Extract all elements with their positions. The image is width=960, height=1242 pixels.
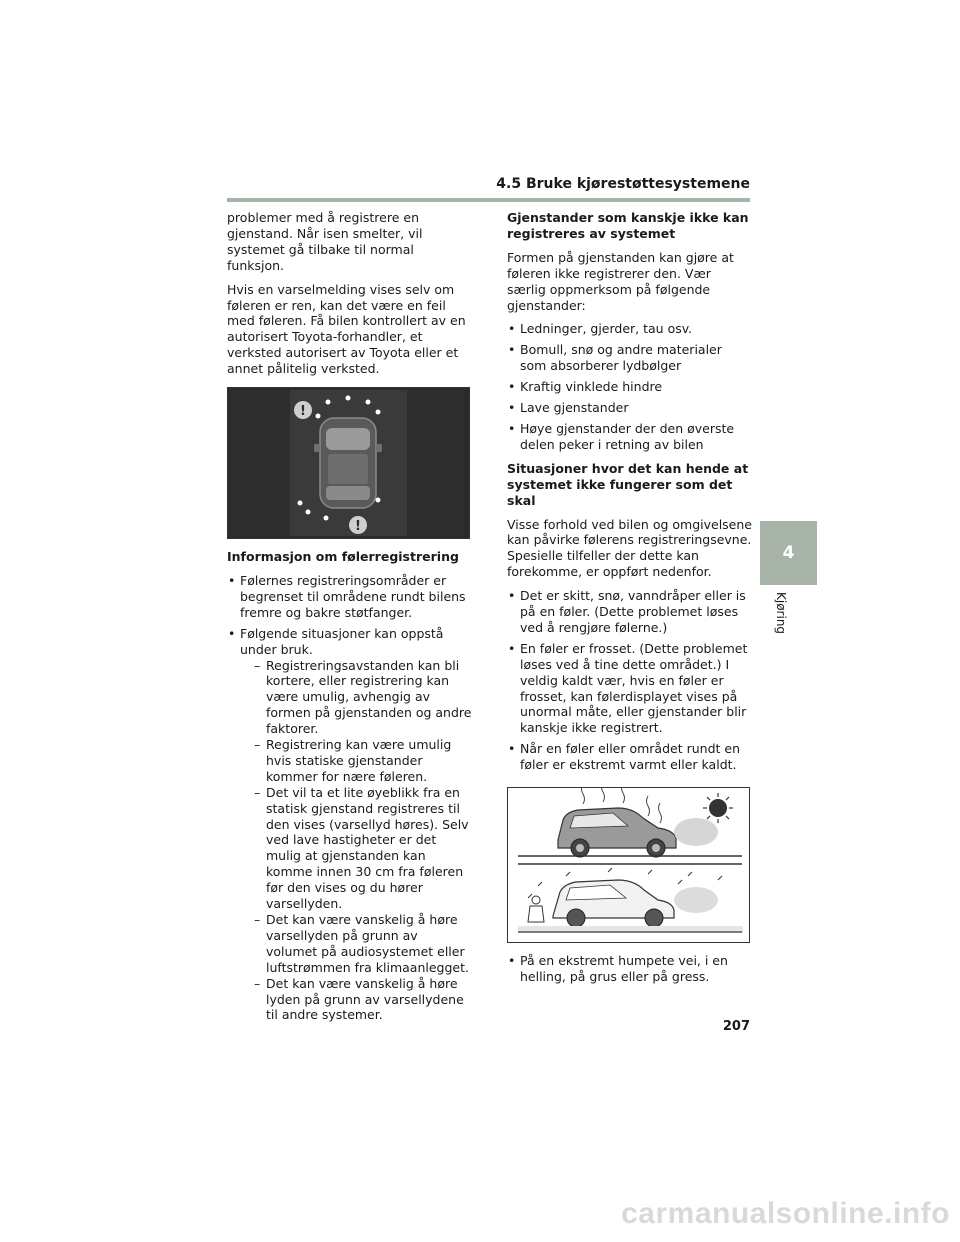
right-column: [507, 210, 752, 993]
sensor-display-figure: [227, 387, 470, 539]
section-header: 4.5 Bruke kjørestøttesystemene: [496, 176, 750, 192]
object-item-1: • Ledninger, gjerder, tau osv.: [507, 321, 752, 337]
header-rule: [227, 198, 750, 202]
situations-dash-list: [240, 658, 472, 1024]
chapter-tab[interactable]: [760, 521, 817, 585]
dash-item-5: – Det kan være vanskelig å høre lyden på grunn av varsellydene til andre systemer.: [254, 976, 472, 1024]
sensor-display-illustration: [228, 388, 469, 538]
dash-item-4: – Det kan være vanskelig å høre varsellyden på grunn av volumet på audiosystemet eller luftstrømmen fra klimaanlegget.: [254, 912, 472, 976]
situations-list: [507, 588, 752, 773]
situations-list-continued: [507, 953, 752, 985]
warning-paragraph: Hvis en varselmelding vises selv om føleren er ren, kan det være en feil med føleren. Få bilen kontrollert av en autorisert Toyota-forhandler, et verksted autorisert av Toyota eller et annet pålitelig verksted.: [227, 281, 466, 377]
situation-item-4: • På en ekstremt humpete vei, i en helling, på grus eller på gress.: [507, 953, 752, 985]
object-item-4: • Lave gjenstander: [507, 400, 752, 416]
warning-glyph-rear: !: [355, 519, 361, 535]
info-bullet-2: [227, 626, 472, 1024]
car-top-view-icon: [314, 418, 382, 508]
object-item-5: • Høye gjenstander der den øverste delen peker i retning av bilen: [507, 421, 752, 453]
chapter-number: 4: [782, 543, 795, 563]
dash-item-2: – Registrering kan være umulig hvis statiske gjenstander kommer for nære føleren.: [254, 737, 472, 785]
dash-item-3: – Det vil ta et lite øyeblikk fra en statisk gjenstand registreres til den vises (varsellyd høres). Selv ved lave hastigheter er det mulig at gjenstanden kan komme innen 30 cm fra føleren før den vises og du hører varsellyden.: [254, 785, 472, 912]
situations-intro-paragraph: Visse forhold ved bilen og omgivelsene kan påvirke følerens registreringsevne. Spesielle tilfeller der dette kan forekomme, er oppført nedenfor.: [507, 516, 752, 580]
situation-item-2: • En føler er frosset. (Dette problemet løses ved å tine dette området.) I veldig kaldt vær, hvis en føler er frosset, kan følerdisplayet vises på unormal måte, eller gjenstander blir kanskje ikke registrert.: [507, 641, 752, 736]
chapter-label: Kjøring: [774, 592, 788, 635]
left-column: [227, 210, 472, 1031]
intro-continued-paragraph: problemer med å registrere en gjenstand. Når isen smelter, vil systemet gå tilbake til normal funksjon.: [227, 210, 423, 273]
weather-conditions-illustration: [508, 788, 749, 942]
info-heading: Informasjon om følerregistrering: [227, 549, 459, 565]
warning-glyph-front: !: [300, 404, 306, 420]
objects-intro-paragraph: Formen på gjenstanden kan gjøre at føleren ikke registrerer den. Vær særlig oppmerksom på følgende gjenstander:: [507, 249, 734, 313]
sensor-beam-bottom: [674, 887, 718, 913]
situation-item-1: • Det er skitt, snø, vanndråper eller is på en føler. (Dette problemet løses ved å rengjøre følerne.): [507, 588, 752, 636]
situation-item-3: • Når en føler eller området rundt en føler er ekstremt varmt eller kaldt.: [507, 741, 752, 773]
situations-heading: Situasjoner hvor det kan hende at systemet ikke fungerer som det skal: [507, 460, 749, 508]
objects-heading: Gjenstander som kanskje ikke kan registreres av systemet: [507, 210, 749, 241]
dash-item-1: – Registreringsavstanden kan bli kortere, eller registrering kan være umulig, avhengig av formen på gjenstanden og andre faktorer.: [254, 658, 472, 738]
info-bullet-2-text: Følgende situasjoner kan oppstå under bruk.: [240, 625, 444, 657]
watermark-url: carmanualsonline.info: [621, 1197, 950, 1230]
sensor-beam-top: [674, 818, 718, 846]
info-bullet-1: • Følernes registreringsområder er begrenset til områdene rundt bilens fremre og bakre støtfanger.: [227, 573, 472, 621]
page-number: 207: [722, 1019, 750, 1034]
object-item-3: • Kraftig vinklede hindre: [507, 379, 752, 395]
object-item-2: • Bomull, snø og andre materialer som absorberer lydbølger: [507, 342, 752, 374]
info-bullet-list: [227, 573, 472, 1023]
objects-list: [507, 321, 752, 452]
weather-conditions-figure: [507, 787, 750, 943]
